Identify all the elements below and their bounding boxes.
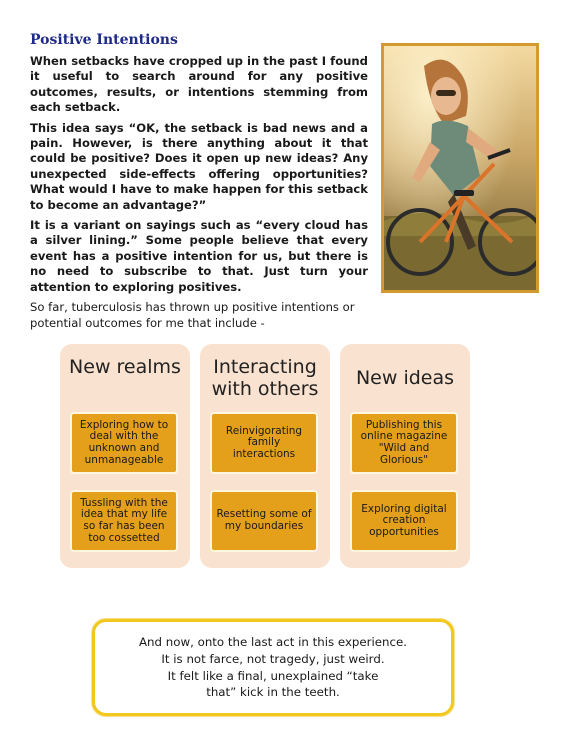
idea-card: Exploring digital creation opportunities	[350, 490, 458, 552]
column-interacting-with-others	[200, 344, 330, 568]
cyclist-photo	[381, 43, 539, 293]
article-heading: Positive Intentions	[30, 32, 178, 48]
column-new-ideas	[340, 344, 470, 568]
idea-card: Exploring how to deal with the unknown and unmanageable	[70, 412, 178, 474]
column-title: Interacting with others	[211, 356, 319, 400]
paragraph-variant: It is a variant on sayings such as “every cloud has a silver lining.” Some people believe that every event has a positive intention for us, but there is no need to subscribe to that. Just turn your attention to exploring positives.	[30, 218, 368, 294]
column-title: New ideas	[355, 367, 455, 389]
paragraph-so-far: So far, tuberculosis has thrown up positive intentions or potential outcomes for me that include -	[30, 300, 355, 330]
column-title: New realms	[69, 356, 181, 378]
paragraph-idea: This idea says “OK, the setback is bad news and a pain. However, is there anything about it that could be positive? Does it open up new ideas? Any unexpected side-effects offering opportunities? What would I have to make happen for this setback to become an advantage?”	[30, 120, 368, 212]
closing-quote-box	[92, 619, 454, 716]
article-body	[30, 54, 368, 336]
idea-card: Reinvigorating family interactions	[210, 412, 318, 474]
closing-line: It felt like a final, unexplained “take that” kick in the teeth.	[167, 668, 379, 700]
idea-card: Publishing this online magazine "Wild and Glorious"	[350, 412, 458, 474]
column-new-realms	[60, 344, 190, 568]
closing-line: And now, onto the last act in this experience.	[138, 635, 408, 649]
closing-line: It is not farce, not tragedy, just weird.	[161, 651, 385, 666]
idea-card: Resetting some of my boundaries	[210, 490, 318, 552]
idea-card: Tussling with the idea that my life so far has been too cossetted	[70, 490, 178, 552]
paragraph-intro: When setbacks have cropped up in the past I found it useful to search around for any positive outcomes, results, or intentions stemming from each setback.	[30, 54, 368, 115]
